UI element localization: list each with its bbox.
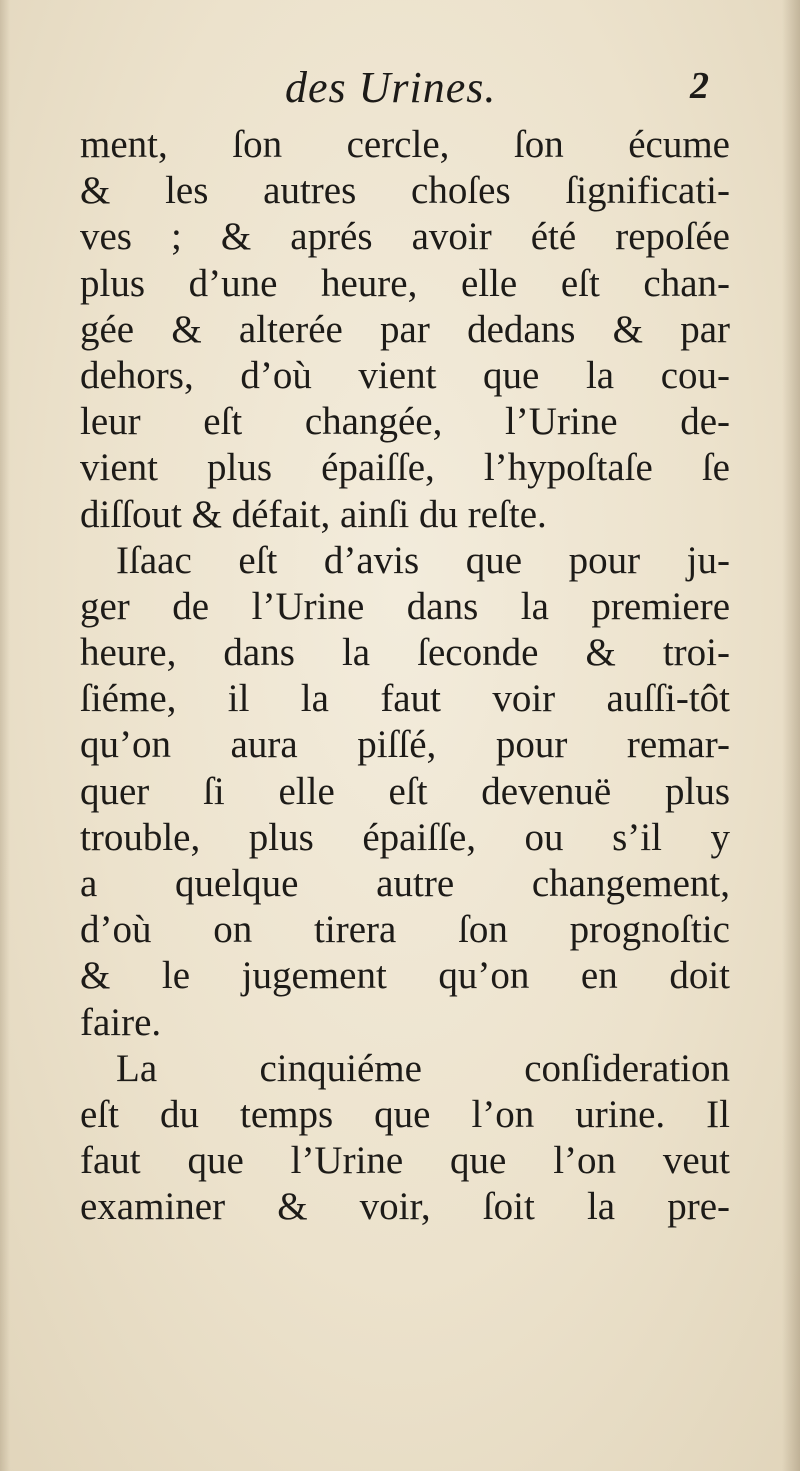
text-line: La cinquiéme conſideration bbox=[116, 1046, 730, 1090]
text-line: faut que l’Urine que l’on veut bbox=[80, 1139, 730, 1183]
page-number: 2 bbox=[690, 65, 709, 107]
text-line: heure, dans la ſeconde & troi- bbox=[80, 631, 730, 675]
text-line: leur eſt changée, l’Urine de- bbox=[80, 400, 730, 444]
text-line: dehors, d’où vient que la cou- bbox=[80, 353, 730, 397]
text-line: quer ſi elle eſt devenuë plus bbox=[80, 769, 730, 813]
text-line: diſſout & défait, ainſi du reſte. bbox=[80, 492, 547, 536]
text-line: ſiéme, il la faut voir auſſi-tôt bbox=[80, 677, 730, 721]
text-line: trouble, plus épaiſſe, ou s’il y bbox=[80, 815, 730, 859]
text-line: qu’on aura piſſé, pour remar- bbox=[80, 723, 730, 767]
text-line: eſt du temps que l’on urine. Il bbox=[80, 1092, 730, 1136]
text-line: Iſaac eſt d’avis que pour ju- bbox=[116, 538, 730, 582]
text-line: & les autres choſes ſignificati- bbox=[80, 169, 730, 213]
text-line: vient plus épaiſſe, l’hypoſtaſe ſe bbox=[80, 446, 730, 490]
text-line: ment, ſon cercle, ſon écume bbox=[80, 123, 730, 166]
text-line: a quelque autre changement, bbox=[80, 862, 730, 905]
text-line: d’où on tirera ſon prognoſtic bbox=[80, 908, 730, 952]
running-head bbox=[80, 62, 730, 122]
page-shadow-right bbox=[782, 0, 800, 1471]
text-line: ves ; & aprés avoir été repoſée bbox=[80, 215, 730, 259]
page-shadow-left bbox=[0, 0, 10, 1471]
text-line: ger de l’Urine dans la premiere bbox=[80, 584, 730, 628]
body-text bbox=[80, 122, 730, 1231]
text-line: faire. bbox=[80, 1000, 162, 1044]
text-line: gée & alterée par dedans & par bbox=[80, 307, 730, 351]
text-line: examiner & voir, ſoit la pre- bbox=[80, 1185, 730, 1229]
running-title: des Urines. bbox=[285, 63, 497, 112]
text-line: & le jugement qu’on en doit bbox=[80, 954, 730, 998]
text-line: plus d’une heure, elle eſt chan- bbox=[80, 261, 730, 305]
